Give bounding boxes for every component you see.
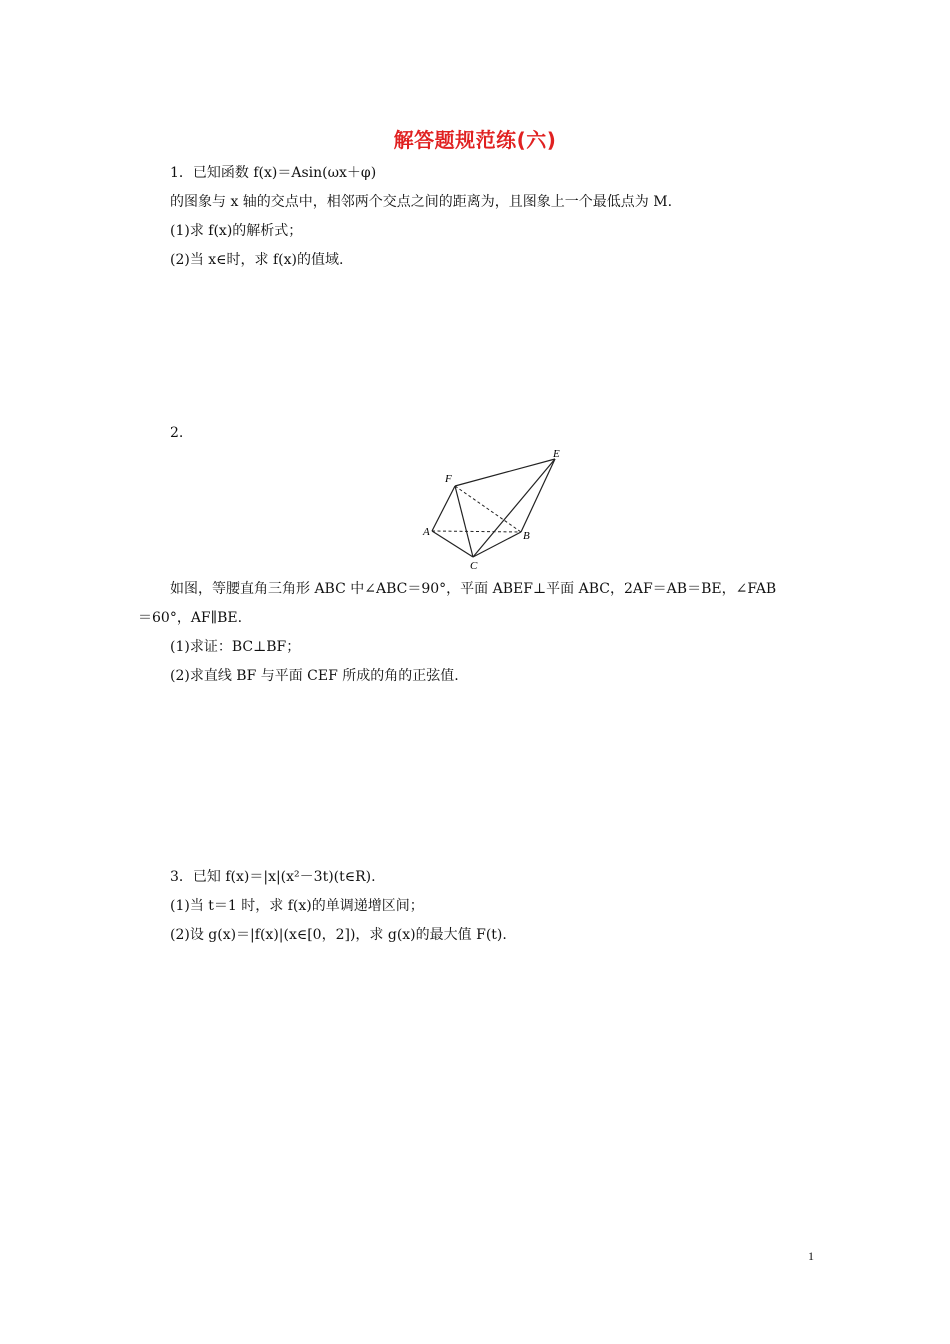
edge-FE (455, 459, 555, 486)
problem-1-stem-line-1: 1．已知函数 f(x)＝Asin(ωx＋φ) (170, 165, 377, 181)
label-A: A (423, 526, 430, 538)
problem-2-stem-line-2: ＝60°，AF∥BE. (138, 610, 243, 626)
problem-3-stem-line-1: 3．已知 f(x)＝|x|(x²－3t)(t∈R). (170, 869, 376, 885)
problem-3-part-1: (1)当 t＝1 时，求 f(x)的单调递增区间； (170, 898, 424, 914)
problem-2-part-1: (1)求证：BC⊥BF； (170, 639, 301, 655)
problem-1-part-2: (2)当 x∈时，求 f(x)的值域. (170, 252, 344, 268)
problem-2-part-2: (2)求直线 BF 与平面 CEF 所成的角的正弦值. (170, 668, 459, 684)
page-title: 解答题规范练(六) (393, 128, 557, 152)
label-C: C (470, 560, 478, 572)
page-number: 1 (808, 1249, 814, 1263)
label-F: F (445, 473, 452, 485)
problem-1-stem-line-2: 的图象与 x 轴的交点中，相邻两个交点之间的距离为，且图象上一个最低点为 M. (170, 194, 673, 210)
problem-1-part-1: (1)求 f(x)的解析式； (170, 223, 303, 239)
edge-FA (432, 486, 455, 531)
edge-EC (473, 459, 555, 557)
label-B: B (523, 530, 530, 542)
edge-EB (521, 459, 555, 532)
edge-AB-hidden (432, 531, 521, 532)
problem-2-number: 2. (170, 425, 184, 441)
geometry-figure-svg (415, 444, 575, 572)
problem-3-part-2: (2)设 g(x)＝|f(x)|(x∈[0，2])，求 g(x)的最大值 F(t). (170, 927, 507, 943)
problem-2-stem-line-1: 如图，等腰直角三角形 ABC 中∠ABC＝90°，平面 ABEF⊥平面 ABC，2AF＝AB＝BE，∠FAB (170, 581, 777, 597)
geometry-figure (415, 444, 575, 572)
label-E: E (553, 448, 560, 460)
edge-CB (473, 532, 521, 557)
